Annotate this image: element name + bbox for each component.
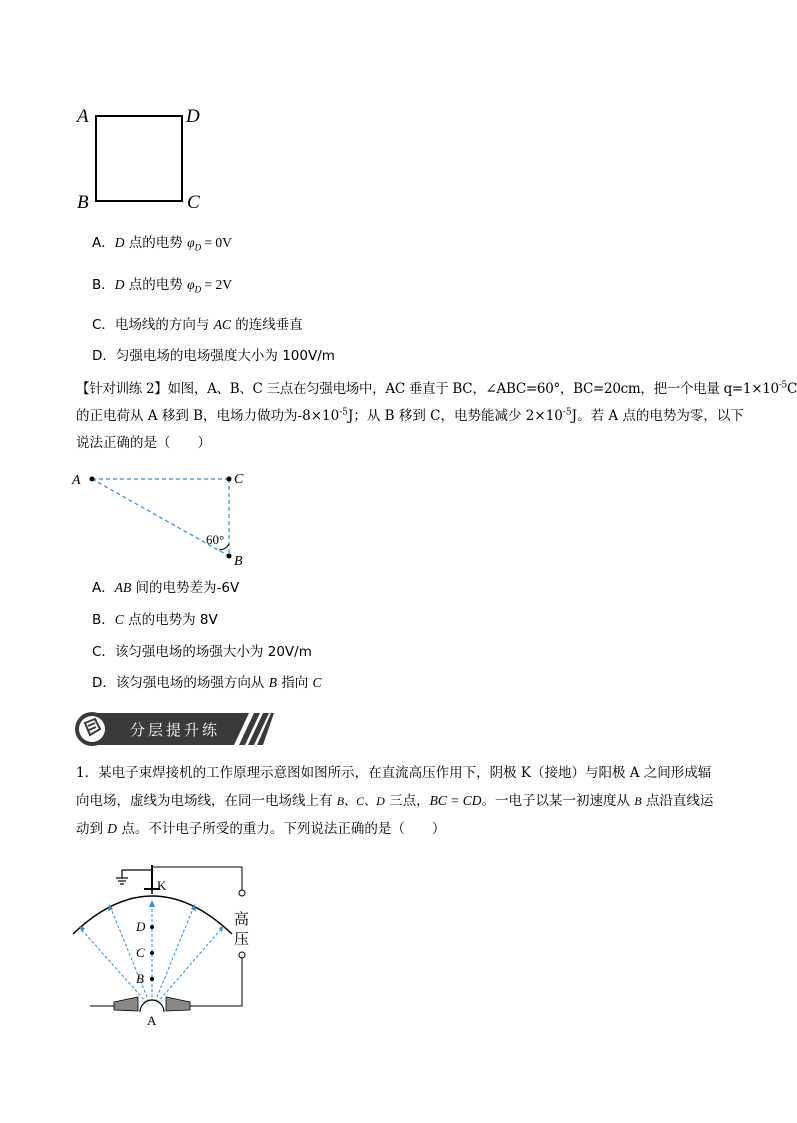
q2-question (76, 376, 797, 457)
q3-line-3 (76, 815, 726, 843)
q2-line-3: 说法正确的是（ ） (76, 435, 211, 451)
q2-option-a (92, 578, 239, 598)
q3-line-2 (76, 787, 726, 815)
option-text: 间的电势差为-6V (131, 580, 240, 596)
option-text-2: 的连线垂直 (231, 317, 303, 333)
points-bcd: B、C、D (336, 794, 385, 808)
point-c: C (114, 612, 124, 627)
point-d-dot (150, 925, 154, 929)
phi-subscript: D (194, 242, 202, 253)
q3-text: 三点， (384, 793, 430, 809)
section-title: 分层提升练 (130, 721, 221, 739)
label-d: D (136, 919, 146, 934)
q3-text: 动到 (76, 821, 108, 837)
label-hv-2: 压 (234, 932, 250, 948)
q3-text: 向电场，虚线为电场线，在同一电场线上有 (76, 793, 337, 809)
exponent: -5 (339, 407, 348, 418)
label-a: A (77, 106, 89, 127)
label-c: C (136, 945, 145, 960)
option-text: 匀强电场的电场强度大小为 100V/m (115, 348, 335, 364)
anode-dome (140, 1000, 164, 1012)
option-value: = 0V (201, 235, 232, 250)
point-d: D (114, 277, 125, 292)
label-hv-1: 高 (234, 912, 250, 928)
option-letter: D． (92, 348, 116, 364)
wire-bottom (180, 958, 242, 1006)
square-shape (96, 116, 182, 201)
q3-text: 某电子束焊接机的工作原理示意图如图所示，在直流高压作用下，阴极 K（接地）与阳极 A 之间形成辐 (98, 765, 712, 781)
option-value: = 2V (201, 277, 232, 292)
q3-question (76, 760, 726, 843)
square-figure (70, 100, 220, 215)
option-text: 该匀强电场的场强大小为 20V/m (114, 644, 312, 660)
option-text: 电场线的方向与 (114, 317, 214, 333)
q3-line-1 (76, 760, 726, 787)
q2-line-2 (76, 403, 744, 430)
unit: C (786, 381, 797, 397)
q2-text: J。若 A 点的电势为零，以下 (571, 408, 744, 424)
point-d: D (107, 821, 118, 836)
hv-terminal-bottom (239, 952, 245, 958)
option-text-2: 指向 (276, 675, 313, 691)
segment-ab: AB (114, 580, 132, 595)
option-text: 点的电势 (124, 277, 188, 293)
label-d: D (186, 106, 200, 127)
option-letter: D． (92, 675, 116, 691)
option-letter: C． (92, 644, 115, 660)
hv-terminal-top (239, 890, 245, 896)
phi-symbol: φ (187, 235, 195, 250)
q1-option-b (92, 275, 232, 295)
label-c: C (234, 472, 244, 487)
option-letter: B． (92, 277, 115, 293)
ground-symbol (116, 870, 152, 884)
phi-symbol: φ (187, 277, 195, 292)
q1-option-a (92, 233, 232, 253)
q2-text: 【针对训练 2】如图，A、B、C 三点在匀强电场中，AC 垂直于 BC，∠ABC=60°，BC=20cm，把一个电量 q=1×10 (76, 381, 779, 397)
anode-wedge-left (114, 997, 138, 1011)
point-c-dot (227, 477, 232, 482)
label-b: B (77, 192, 89, 213)
question-number: 1． (76, 765, 99, 781)
q2-text: J；从 B 移到 C，电势能减少 2×10 (347, 408, 563, 424)
label-k: K (157, 878, 167, 893)
equation: BC = CD (429, 793, 482, 808)
q2-option-c (92, 642, 312, 662)
q3-text: 点。不计电子所受的重力。下列说法正确的是（ ） (117, 821, 446, 837)
q2-option-b (92, 610, 218, 630)
q2-option-d (92, 673, 322, 693)
welder-figure (70, 862, 270, 1027)
q2-line-1 (76, 376, 797, 403)
option-letter: C． (92, 317, 115, 333)
q3-text: 。一电子以某一初速度从 (481, 793, 635, 809)
triangle-figure (66, 464, 266, 574)
option-text: 点的电势为 8V (123, 612, 218, 628)
point-d: D (114, 235, 125, 250)
option-letter: B． (92, 612, 115, 628)
phi-subscript: D (194, 284, 202, 295)
anode-wedge-right (166, 997, 190, 1011)
option-letter: A． (92, 235, 115, 251)
exponent: -5 (562, 407, 572, 418)
point-a-dot (90, 477, 95, 482)
label-a: A (147, 1013, 157, 1028)
option-text: 点的电势 (124, 235, 188, 251)
point-b: B (268, 675, 277, 690)
point-b: B (634, 794, 642, 808)
angle-label: 60° (206, 532, 225, 547)
label-c: C (187, 192, 200, 213)
label-b: B (136, 971, 144, 986)
point-c-dot (150, 951, 154, 955)
q2-text: 的正电荷从 A 移到 B，电场力做功为-8×10 (76, 408, 340, 424)
label-b: B (234, 554, 243, 569)
option-text: 该匀强电场的场强方向从 (115, 675, 269, 691)
q1-option-d (92, 346, 335, 366)
q3-text: 点沿直线运 (641, 793, 714, 809)
section-banner (74, 711, 274, 747)
point-b-dot (150, 977, 154, 981)
point-b-dot (227, 554, 232, 559)
label-a: A (72, 473, 81, 488)
exponent: -5 (778, 380, 787, 391)
option-letter: A． (92, 580, 115, 596)
q1-option-c (92, 315, 303, 335)
point-c: C (312, 675, 322, 690)
segment-ac: AC (213, 317, 231, 332)
